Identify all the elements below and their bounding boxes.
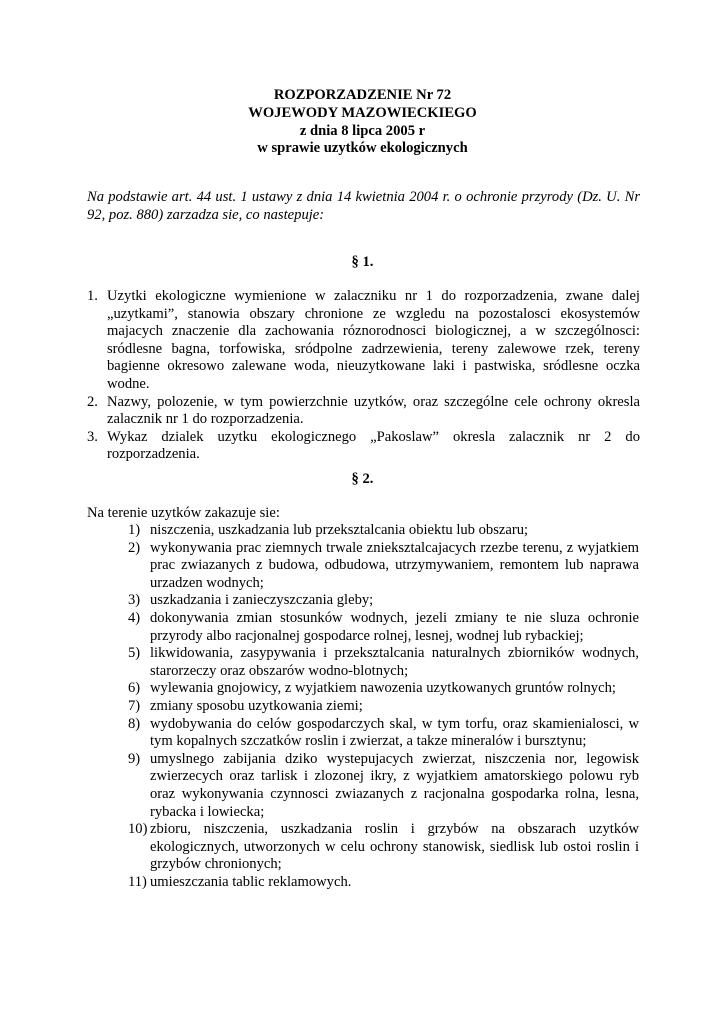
item-number: 11) xyxy=(128,873,147,890)
list-item xyxy=(128,680,639,698)
list-item xyxy=(128,698,639,716)
title-line-4: w sprawie uzytków ekologicznych xyxy=(257,140,468,157)
section-2-list xyxy=(128,522,639,891)
section-1-list xyxy=(87,288,640,464)
item-number: 3. xyxy=(87,428,98,445)
list-item xyxy=(87,394,640,429)
section-1-heading: § 1. xyxy=(351,254,374,270)
list-item xyxy=(128,645,639,680)
item-text: niszczenia, uszkadzania lub przeksztalcania obiektu lub obszaru; xyxy=(150,522,529,538)
item-number: 6) xyxy=(128,680,141,697)
list-item xyxy=(128,751,639,821)
list-item xyxy=(128,716,639,751)
item-text: wydobywania do celów gospodarczych skal, w tym torfu, oraz skamienialosci, w tym kopalnych szczatków roslin i zwierzat, a takze mineralów i bursztynu; xyxy=(150,715,639,750)
item-text: likwidowania, zasypywania i przeksztalcania naturalnych zbiorników wodnych, starorzeczy oraz obszarów wodno-blotnych; xyxy=(150,645,639,679)
list-item xyxy=(87,288,640,394)
section-2-intro: Na terenie uzytków zakazuje sie: xyxy=(87,505,280,521)
item-text: uszkadzania i zanieczyszczania gleby; xyxy=(150,592,374,609)
list-item xyxy=(87,429,640,464)
document-title xyxy=(0,87,725,158)
item-number: 5) xyxy=(128,645,141,662)
list-item xyxy=(128,522,639,540)
item-number: 1) xyxy=(128,522,141,538)
list-item xyxy=(128,592,639,610)
item-text: Uzytki ekologiczne wymienione w zalaczniku nr 1 do rozporzadzenia, zwane dalej „uzytkami”, stanowia obszary chronione ze wzgledu na pozostalosci ekosystemów majacych znaczenie dla zachowania róznorodnosci biologicznej, a w szczególnosci: sródlesne bagna, torfowiska, sródpolne zadrzewienia, tereny zalewowe rzek, tereny bagienne okresowo zalewane woda, nieuzytkowane laki i pastwiska, sródlesne oczka wodne. xyxy=(107,288,640,392)
item-number: 7) xyxy=(128,697,141,714)
item-text: Nazwy, polozenie, w tym powierzchnie uzytków, oraz szczególne cele ochrony okresla zalacznik nr 1 do rozporzadzenia. xyxy=(107,393,640,428)
item-number: 3) xyxy=(128,592,141,609)
item-text: umyslnego zabijania dziko wystepujacych zwierzat, niszczenia nor, legowisk zwierzecych oraz tarlisk i zlozonej ikry, z wyjatkiem amatorskiego polowu ryb oraz wykonywania czynnosci zwiazanych z racjonalna gospodarka rolna, lesna, rybacka i lowiecka; xyxy=(150,750,639,820)
item-number: 8) xyxy=(128,715,141,732)
item-text: umieszczania tablic reklamowych. xyxy=(150,873,352,890)
item-text: zbioru, niszczenia, uszkadzania roslin i grzybów na obszarach uzytków ekologicznych, utworzonych w celu ochrony stanowisk, siedlisk lub ostoi roslin i grzybów chronionych; xyxy=(150,821,639,873)
item-number: 10) xyxy=(128,821,148,838)
item-text: wykonywania prac ziemnych trwale znieksztalcajacych rzezbe terenu, z wyjatkiem prac zwiazanych z budowa, odbudowa, utrzymywaniem, remontem lub naprawa urzadzen wodnych; xyxy=(150,539,639,591)
list-item xyxy=(128,874,639,892)
item-text: zmiany sposobu uzytkowania ziemi; xyxy=(150,697,363,714)
item-text: wylewania gnojowicy, z wyjatkiem nawozenia uzytkowanych gruntów rolnych; xyxy=(150,680,616,697)
preamble: Na podstawie art. 44 ust. 1 ustawy z dnia 14 kwietnia 2004 r. o ochronie przyrody (Dz. U. Nr 92, poz. 880) zarzadza sie, co nastepuje: xyxy=(87,189,640,223)
title-line-1: ROZPORZADZENIE Nr 72 xyxy=(273,87,452,103)
list-item xyxy=(128,540,639,593)
list-item xyxy=(128,610,639,645)
list-item xyxy=(128,821,639,874)
item-text: Wykaz dzialek uzytku ekologicznego „Pakoslaw” okresla zalacznik nr 2 do rozporzadzenia. xyxy=(107,428,640,463)
item-number: 2) xyxy=(128,539,141,556)
item-number: 9) xyxy=(128,750,141,767)
title-line-2: WOJEWODY MAZOWIECKIEGO xyxy=(248,104,477,121)
section-2-heading: § 2. xyxy=(351,471,374,487)
item-text: dokonywania zmian stosunków wodnych, jezeli zmiany te nie sluza ochronie przyrody albo racjonalnej gospodarce rolnej, lesnej, wodnej lub rybackiej; xyxy=(150,609,639,644)
title-line-3: z dnia 8 lipca 2005 r xyxy=(299,122,426,139)
item-number: 2. xyxy=(87,393,98,410)
item-number: 1. xyxy=(87,288,98,304)
item-number: 4) xyxy=(128,609,141,626)
